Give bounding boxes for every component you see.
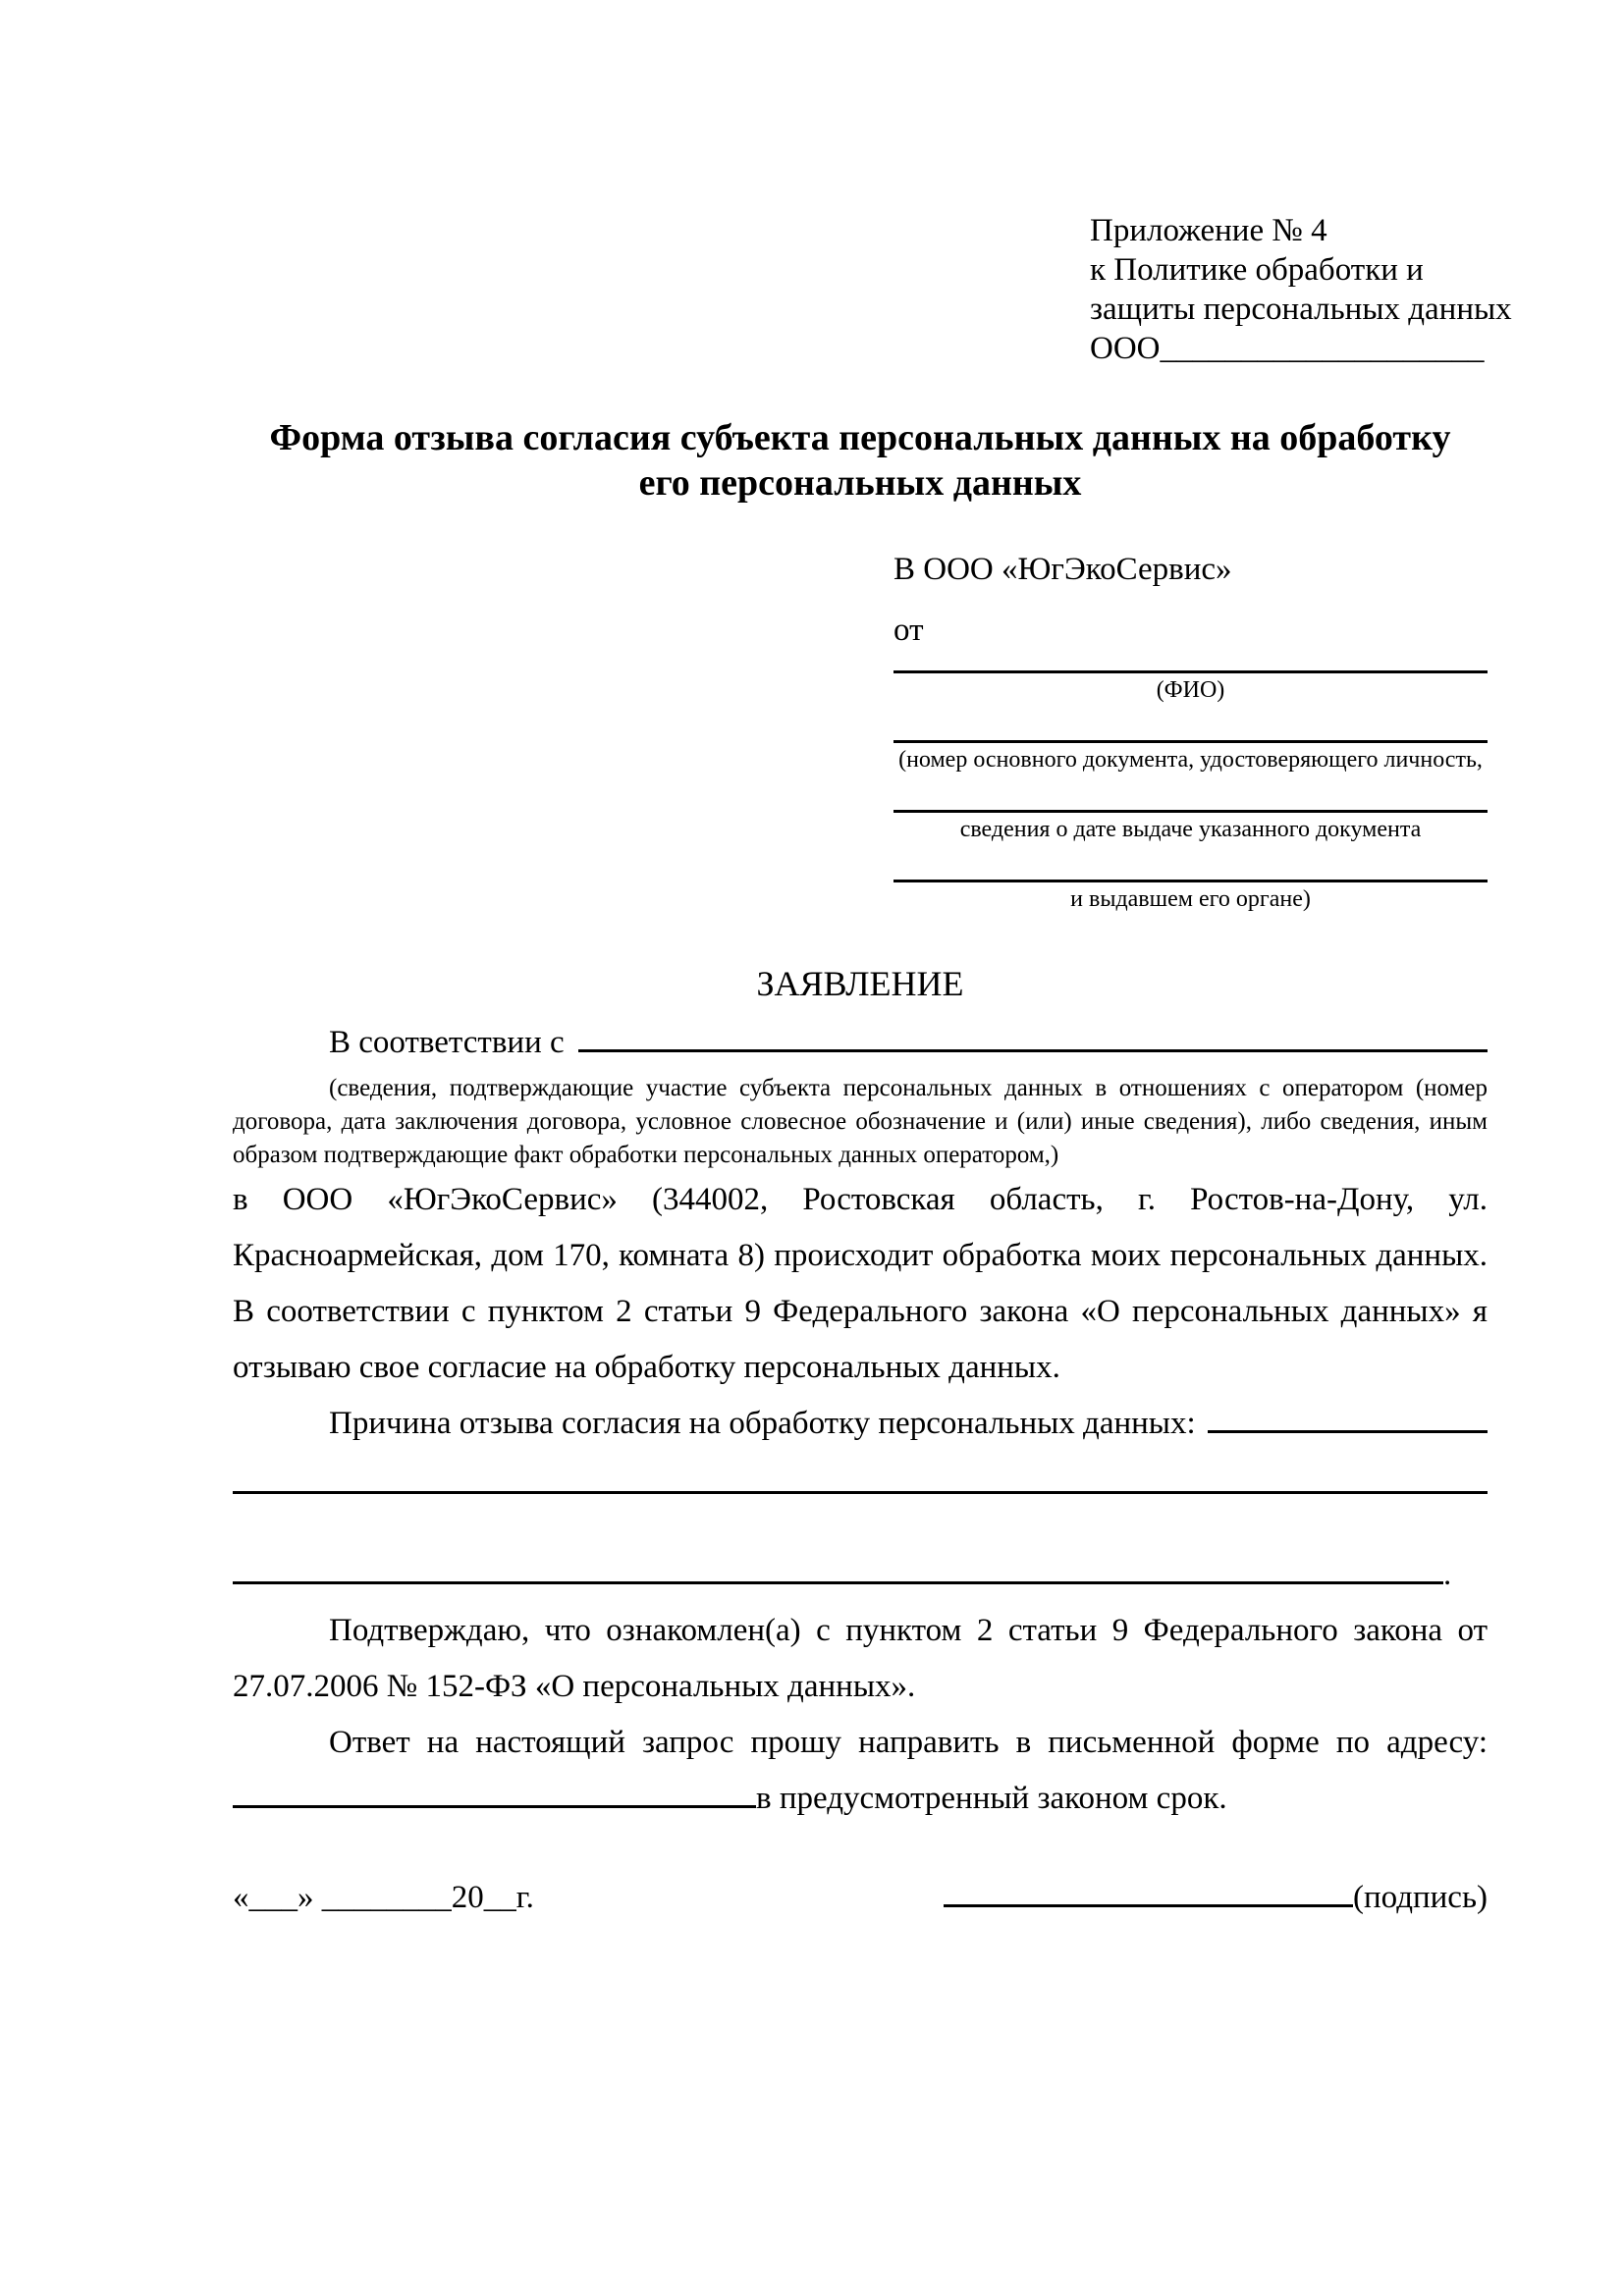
fio-caption: (ФИО)	[1156, 677, 1225, 703]
id-document-field	[893, 740, 1488, 774]
appendix-line: к Политике обработки и	[1090, 252, 1424, 288]
addressee-block	[893, 550, 1488, 913]
period-text: .	[1443, 1557, 1452, 1592]
fio-field	[893, 670, 1488, 704]
document-title	[233, 415, 1488, 506]
confirmation-paragraph: Подтверждаю, что ознакомлен(а) с пунктом 2 статьи 9 Федерального закона от 27.07.2006 № 152-ФЗ «О персональных данных».	[233, 1613, 1488, 1704]
addressee-company: В ООО «ЮгЭкоСервис»	[893, 552, 1232, 587]
reason-blank-row-2	[233, 1547, 1488, 1603]
reason-blank-line-2	[233, 1491, 1488, 1494]
reason-blank-line	[1208, 1430, 1488, 1433]
intro-caption: (сведения, подтверждающие участие субъекта персональных данных в отношениях с оператором (номер договора, дата заключения договора, условное словесное обозначение и (или) иные сведения), либо сведения, иным образом подтверждающие факт обработки персональных данных оператором,)	[233, 1075, 1488, 1168]
signature-caption: (подпись)	[1353, 1880, 1488, 1915]
title-line: его персональных данных	[638, 462, 1082, 504]
intro-blank-line	[578, 1049, 1488, 1052]
id-document-blank-line	[893, 740, 1488, 743]
signature-blank-line	[944, 1904, 1353, 1907]
issue-date-caption: сведения о дате выдаче указанного документа	[959, 817, 1422, 842]
issue-date-field	[893, 810, 1488, 843]
date-blank-line: «___» ________20__г.	[233, 1880, 534, 1915]
fio-blank-line	[893, 670, 1488, 673]
reason-blank-line-3	[233, 1581, 1443, 1584]
statement-heading: ЗАЯВЛЕНИЕ	[756, 964, 964, 1003]
reason-line	[233, 1396, 1488, 1452]
issuing-authority-blank-line	[893, 880, 1488, 882]
reply-deadline-text: в предусмотренный законом срок.	[756, 1781, 1227, 1816]
signature-row	[233, 1870, 1488, 1926]
title-line: Форма отзыва согласия субъекта персональных данных на обработку	[269, 417, 1451, 458]
appendix-company-blank: ООО____________________	[1090, 331, 1485, 366]
issuing-authority-field	[893, 880, 1488, 913]
intro-label: В соответствии с	[329, 1025, 565, 1060]
reason-blank-row-1	[233, 1491, 1488, 1547]
signature-area	[944, 1870, 1488, 1926]
reply-address-line	[233, 1771, 1488, 1827]
issuing-authority-caption: и выдавшем его органе)	[1070, 886, 1311, 912]
intro-line	[233, 1021, 1488, 1064]
addressee-from-label: от	[893, 613, 924, 648]
reply-address-blank-line	[233, 1805, 756, 1808]
appendix-line: защиты персональных данных	[1090, 292, 1512, 327]
appendix-line: Приложение № 4	[1090, 213, 1327, 248]
statement-body-paragraph: в ООО «ЮгЭкоСервис» (344002, Ростовская область, г. Ростов-на-Дону, ул. Красноармейская, дом 170, комната 8) происходит обработка моих персональных данных. В соответствии с пунктом 2 статьи 9 Федерального закона «О персональных данных» я отзываю свое согласие на обработку персональных данных.	[233, 1182, 1488, 1385]
appendix-note	[1090, 211, 1512, 368]
issue-date-blank-line	[893, 810, 1488, 813]
reason-label: Причина отзыва согласия на обработку персональных данных:	[329, 1406, 1196, 1441]
id-document-caption: (номер основного документа, удостоверяющего личность,	[898, 747, 1483, 773]
reply-request-line: Ответ на настоящий запрос прошу направить в письменной форме по адресу:	[329, 1725, 1488, 1760]
